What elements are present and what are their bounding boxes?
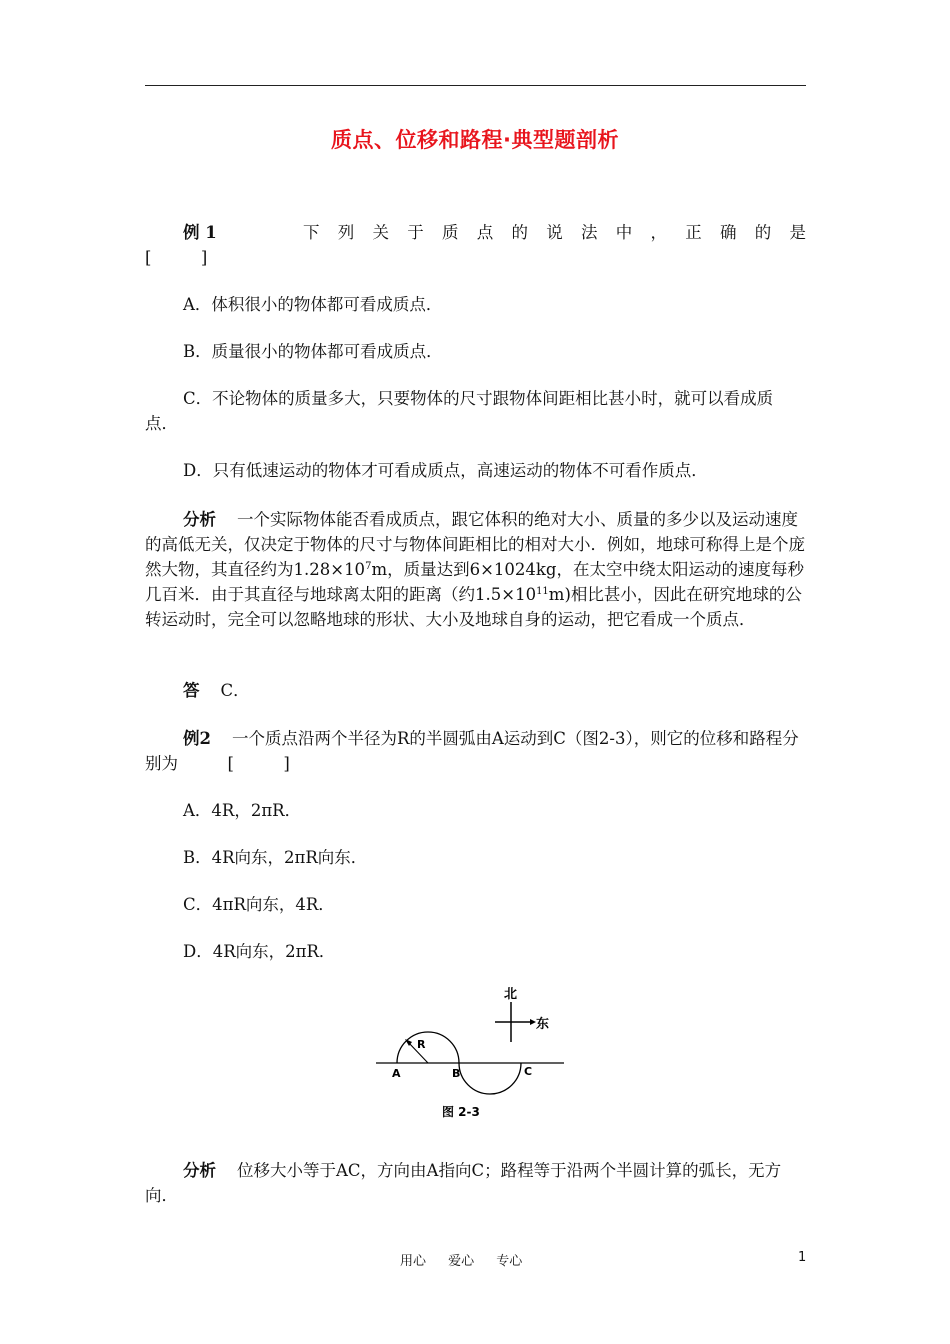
radius-label: R	[417, 1038, 426, 1051]
upper-semicircle	[397, 1032, 459, 1063]
example-2-label: 例2	[183, 729, 211, 748]
ex2-analysis-label: 分析	[183, 1161, 216, 1180]
figure-2-3	[370, 980, 570, 1120]
point-a-label: A	[392, 1067, 401, 1080]
ex1-answer: 答 C．	[183, 681, 250, 700]
example-2-question: 例2 一个质点沿两个半径为R的半圆弧由A运动到C（图2-3），则它的位移和路程分别为 [ ]	[145, 729, 799, 773]
page-title: 质点、位移和路程·典型题剖析	[331, 128, 619, 152]
ex1-option-c: C．不论物体的质量多大，只要物体的尺寸跟物体间距相比甚小时，就可以看成质点．	[145, 389, 774, 433]
ex2-option-a: A．4R，2πR．	[183, 801, 302, 820]
ex2-option-b: B．4R向东，2πR向东．	[183, 848, 368, 867]
north-label: 北	[504, 987, 518, 1002]
ex1-option-d: D．只有低速运动的物体才可看成质点，高速运动的物体不可看作质点．	[183, 461, 708, 480]
example-1-question	[145, 220, 806, 270]
header-rule	[145, 85, 806, 86]
ex1-analysis: 分析 一个实际物体能否看成质点，跟它体积的绝对大小、质量的多少以及运动速度的高低无关，仅决定于物体的尺寸与物体间距相比的相对大小．例如，地球可称得上是个庞然大物，其直径约为$1.28\times 10^7m$，质量达到6×1024kg，在太空中绕太阳运动的速度每秒几百米．由于其直径与地球离太阳的距离（约$1.5\times 10^{11}m$)相比甚小，因此在研究地球的公转运动时，完全可以忽略地球的形状、大小及地球自身的运动，把它看成一个质点．	[145, 510, 805, 629]
ex2-analysis: 分析 位移大小等于AC，方向由A指向C；路程等于沿两个半圆计算的弧长，无方向．	[145, 1161, 782, 1205]
page-number: 1	[798, 1250, 807, 1265]
lower-semicircle	[459, 1063, 521, 1094]
ex2-option-d: D．4R向东，2πR．	[183, 942, 336, 961]
ex1-answer-label: 答	[183, 681, 200, 700]
figure-caption: 图 2-3	[442, 1105, 480, 1119]
ex1-analysis-label: 分析	[183, 510, 216, 529]
example-1-text: 下 列 关 于 质 点 的 说 法 中 ， 正 确 的 是	[303, 223, 806, 242]
point-c-label: C	[524, 1065, 533, 1078]
point-b-label: B	[452, 1067, 461, 1080]
ex2-option-c: C．4πR向东，4R．	[183, 895, 335, 914]
east-label: 东	[536, 1017, 550, 1032]
footer-motto: 用心 爱心 专心	[400, 1254, 523, 1269]
ex1-option-b: B．质量很小的物体都可看成质点．	[183, 342, 443, 361]
example-1-bracket: [ ]	[145, 248, 208, 267]
ex1-option-a: A．体积很小的物体都可看成质点．	[183, 295, 443, 314]
example-1-label: 例 1	[183, 223, 217, 242]
